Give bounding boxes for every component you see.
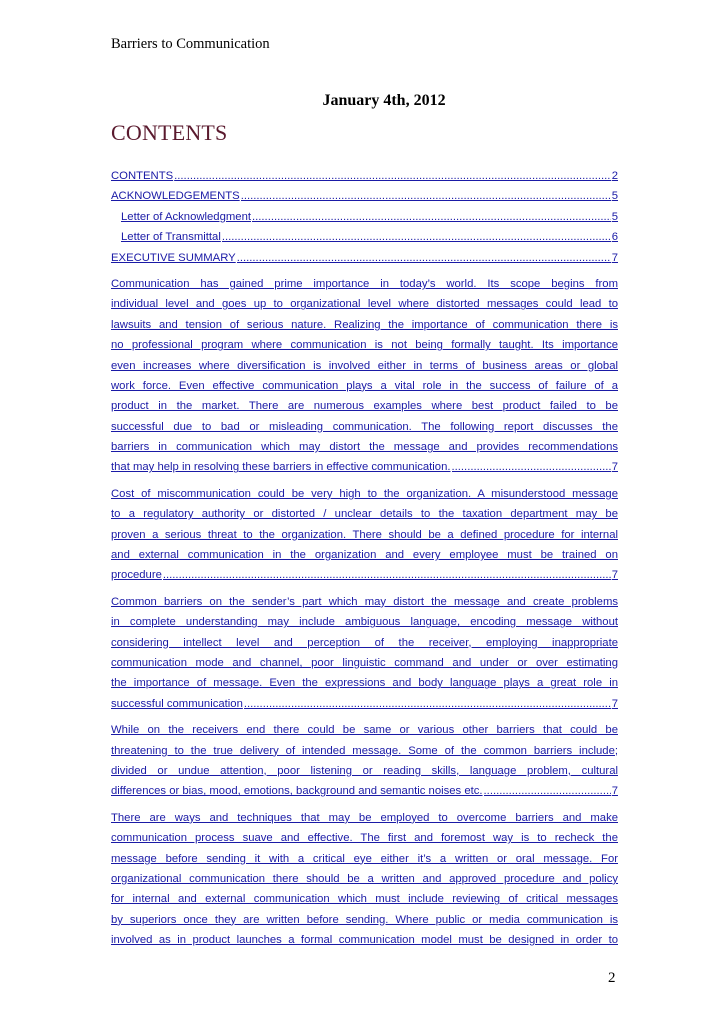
paragraph-line: individual level and goes up to organizational level where distorted messages could lead to <box>111 298 618 311</box>
paragraph-line: successful due to bad or misleading communication. The following report discusses the <box>111 420 618 433</box>
paragraph-line: in complete understanding may include ambiguous language, encoding message without <box>111 616 618 629</box>
paragraph-line: to a regulatory authority or distorted / unclear details to the taxation department may be <box>111 508 618 521</box>
toc-dot-leader <box>484 781 611 801</box>
toc-entry-page: 6 <box>611 231 618 244</box>
paragraph-last-text: differences or bias, mood, emotions, background and semantic noises etc. <box>111 785 483 798</box>
paragraph-line: Common barriers on the sender’s part which may distort the message and create problems <box>111 595 618 608</box>
paragraph-line: communication mode and channel, poor linguistic command and under or over estimating <box>111 656 618 669</box>
toc-entry[interactable] <box>111 248 618 268</box>
toc-entry-page: 2 <box>611 170 618 182</box>
paragraph-line: and external communication in the organization and every employee must be trained on <box>111 549 618 562</box>
toc-dot-leader <box>163 565 611 585</box>
toc-dot-leader <box>244 694 611 714</box>
paragraph-line: barriers in communication which may distort the message and provides recommendations <box>111 441 618 454</box>
toc-entry-label: Letter of Transmittal <box>121 231 221 244</box>
toc-dot-leader <box>252 207 611 227</box>
toc-entry-label: ACKNOWLEDGEMENTS <box>111 190 240 203</box>
toc-paragraph-entry[interactable] <box>111 808 618 951</box>
running-header: Barriers to Communication <box>111 36 270 52</box>
paragraph-line: Communication has gained prime importance in today’s world. Its scope begins from <box>111 277 618 290</box>
paragraph-page: 7 <box>611 569 618 582</box>
toc-paragraph-entry[interactable] <box>111 720 618 802</box>
paragraph-line: by superiors once they are written before sending. Where public or media communication is <box>111 913 618 926</box>
toc-entry-label: Letter of Acknowledgment <box>121 210 251 223</box>
contents-heading: CONTENTS <box>111 120 228 145</box>
toc-paragraph-entry[interactable] <box>111 274 618 478</box>
toc-entry[interactable] <box>111 186 618 206</box>
paragraph-page: 7 <box>611 461 618 474</box>
toc-dot-leader <box>237 248 611 268</box>
toc-entry-page: 7 <box>611 251 618 264</box>
toc-dot-leader <box>241 186 611 206</box>
paragraph-line: the importance of message. Even the expressions and body language plays a great role in <box>111 677 618 690</box>
paragraph-line: work force. Even effective communication plays a vital role in the success of failure of a <box>111 379 618 392</box>
toc-summary-paragraphs <box>111 274 618 951</box>
paragraph-last-line <box>111 694 618 714</box>
toc-dot-leader <box>452 457 611 477</box>
paragraph-line: divided or undue attention, poor listening or reading skills, language problem, cultural <box>111 764 618 777</box>
paragraph-line: product in the market. There are numerous examples where best product failed to be <box>111 400 618 413</box>
paragraph-last-line <box>111 565 618 585</box>
toc-entry-page: 5 <box>611 210 618 223</box>
paragraph-line: organizational communication there should be a written and approved procedure and policy <box>111 872 618 885</box>
toc-entry-page: 5 <box>611 190 618 203</box>
toc-entry-label: EXECUTIVE SUMMARY <box>111 251 236 264</box>
paragraph-line: considering intellect level and perception of the receiver, employing inappropriate <box>111 636 618 649</box>
paragraph-line: proven a serious threat to the organization. There should be a defined procedure for internal <box>111 528 618 541</box>
paragraph-line: communication process suave and effective. The first and foremost way is to recheck the <box>111 832 618 845</box>
paragraph-page: 7 <box>611 697 618 710</box>
paragraph-line: no professional program where communication is not being formally taught. Its importance <box>111 339 618 352</box>
toc-dot-leader <box>174 166 611 186</box>
paragraph-last-line <box>111 457 618 477</box>
paragraph-last-text: that may help in resolving these barriers in effective communication. <box>111 461 451 474</box>
paragraph-line: lawsuits and tension of serious nature. Realizing the importance of communication there is <box>111 318 618 331</box>
table-of-contents <box>111 166 618 956</box>
document-date: January 4th, 2012 <box>322 92 446 109</box>
paragraph-last-text: procedure <box>111 569 162 582</box>
paragraph-line: for internal and external communication which must include reviewing of critical messages <box>111 893 618 906</box>
toc-dot-leader <box>222 227 611 247</box>
paragraph-line: While on the receivers end there could be same or various other barriers that could be <box>111 724 618 737</box>
toc-entry-label: CONTENTS <box>111 170 174 182</box>
paragraph-line: message before sending it with a critical eye either it’s a written or oral message. For <box>111 852 618 865</box>
toc-entry[interactable] <box>111 166 618 186</box>
paragraph-last-line <box>111 781 618 801</box>
paragraph-line: There are ways and techniques that may be employed to overcome barriers and make <box>111 811 618 824</box>
toc-entry[interactable] <box>111 207 618 227</box>
paragraph-page: 7 <box>611 785 618 798</box>
toc-paragraph-entry[interactable] <box>111 484 618 586</box>
page-number: 2 <box>608 970 616 986</box>
toc-entries <box>111 166 618 268</box>
toc-paragraph-entry[interactable] <box>111 592 618 714</box>
paragraph-line: threatening to the true delivery of intended message. Some of the common barriers include; <box>111 744 618 757</box>
paragraph-last-text: successful communication <box>111 697 243 710</box>
toc-entry[interactable] <box>111 227 618 247</box>
paragraph-line: involved as in product launches a formal communication model must be designed in order to <box>111 934 618 947</box>
paragraph-line: Cost of miscommunication could be very high to the organization. A misunderstood message <box>111 487 618 500</box>
paragraph-line: even increases where diversification is involved either in terms of business areas or global <box>111 359 618 372</box>
